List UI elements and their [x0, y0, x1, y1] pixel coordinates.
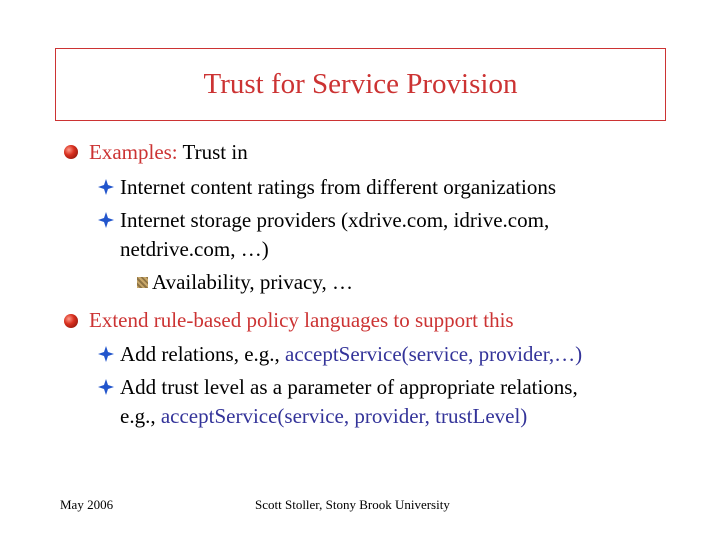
add-trust-prefix: e.g.,	[120, 404, 161, 428]
add-relations-prefix: Add relations, e.g.,	[120, 342, 286, 366]
examples-text: Trust in	[177, 140, 248, 164]
add-trust-code: acceptService(service, provider, trustLevel)	[160, 404, 528, 428]
blue-diamond-bullet-icon	[98, 179, 114, 195]
bullet-internet-ratings: Internet content ratings from different organizations	[120, 175, 556, 199]
red-sphere-bullet-icon	[64, 314, 78, 328]
blue-diamond-bullet-icon	[98, 212, 114, 228]
blue-diamond-bullet-icon	[98, 379, 114, 395]
title-box	[55, 48, 666, 121]
textured-square-bullet-icon	[137, 277, 148, 288]
footer-author: Scott Stoller, Stony Brook University	[255, 497, 450, 512]
red-sphere-bullet-icon	[64, 145, 78, 159]
footer-date: May 2006	[60, 497, 114, 512]
bullet-examples	[89, 140, 248, 164]
bullet-add-trust-line2	[120, 404, 527, 428]
bullet-add-trust-line1: Add trust level as a parameter of appropriate relations,	[120, 375, 578, 399]
blue-diamond-bullet-icon	[98, 346, 114, 362]
examples-label: Examples:	[89, 140, 178, 164]
bullet-extend: Extend rule-based policy languages to support this	[89, 308, 514, 332]
bullet-storage-line2: netdrive.com, …)	[120, 237, 269, 261]
add-relations-code: acceptService(service, provider,…)	[285, 342, 583, 366]
bullet-availability: Availability, privacy, …	[152, 270, 353, 294]
bullet-add-relations	[120, 342, 582, 366]
bullet-storage-line1: Internet storage providers (xdrive.com, idrive.com,	[120, 208, 550, 232]
slide-title: Trust for Service Provision	[203, 68, 518, 100]
